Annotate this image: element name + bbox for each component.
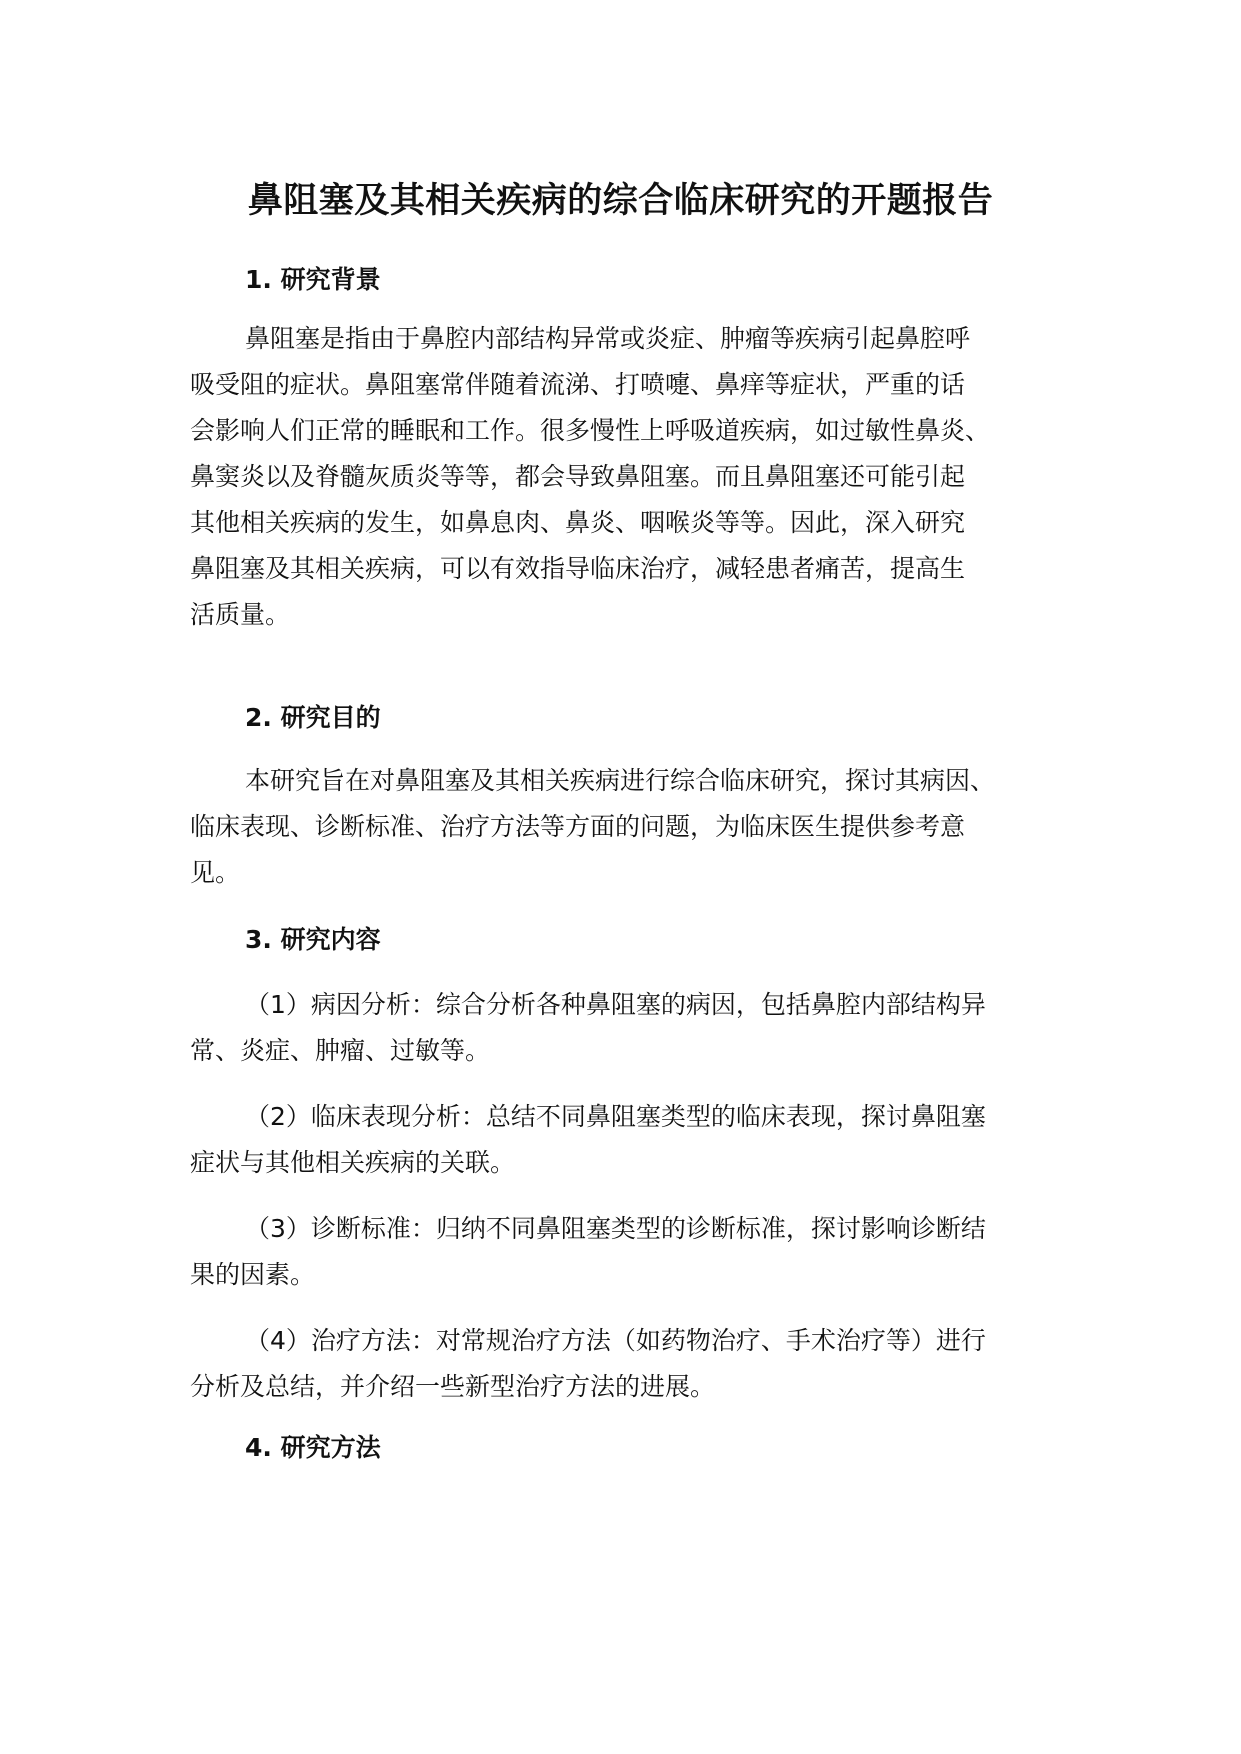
paragraph-line: （2）临床表现分析：总结不同鼻阻塞类型的临床表现，探讨鼻阻塞 (245, 1102, 986, 1131)
paragraph-background (190, 316, 990, 638)
paragraph-content-4 (190, 1318, 986, 1410)
paragraph-content-1 (190, 982, 986, 1074)
section-heading-content: 3. 研究内容 (245, 925, 381, 954)
paragraph-line: （1）病因分析：综合分析各种鼻阻塞的病因，包括鼻腔内部结构异 (245, 990, 986, 1019)
paragraph-line: 吸受阻的症状。鼻阻塞常伴随着流涕、打喷嚏、鼻痒等症状，严重的话 (190, 370, 966, 399)
paragraph-line: 鼻阻塞及其相关疾病，可以有效指导临床治疗，减轻患者痛苦，提高生 (190, 554, 966, 583)
section-heading-method: 4. 研究方法 (245, 1433, 381, 1462)
paragraph-line: （4）治疗方法：对常规治疗方法（如药物治疗、手术治疗等）进行 (245, 1326, 986, 1355)
document-title: 鼻阻塞及其相关疾病的综合临床研究的开题报告 (247, 181, 994, 221)
paragraph-line: 临床表现、诊断标准、治疗方法等方面的问题，为临床医生提供参考意 (190, 812, 966, 841)
paragraph-line: 鼻窦炎以及脊髓灰质炎等等，都会导致鼻阻塞。而且鼻阻塞还可能引起 (190, 462, 966, 491)
paragraph-line: 活质量。 (190, 600, 291, 629)
section-heading-purpose: 2. 研究目的 (245, 703, 381, 732)
paragraph-line: 见。 (190, 858, 241, 887)
paragraph-content-3 (190, 1206, 986, 1298)
paragraph-line: 果的因素。 (190, 1260, 316, 1289)
paragraph-line: 会影响人们正常的睡眠和工作。很多慢性上呼吸道疾病，如过敏性鼻炎、 (190, 416, 991, 445)
paragraph-line: 本研究旨在对鼻阻塞及其相关疾病进行综合临床研究，探讨其病因、 (245, 766, 996, 795)
paragraph-line: 分析及总结，并介绍一些新型治疗方法的进展。 (190, 1372, 716, 1401)
paragraph-content-2 (190, 1094, 986, 1186)
section-heading-background: 1. 研究背景 (245, 265, 381, 294)
paragraph-line: 症状与其他相关疾病的关联。 (190, 1148, 516, 1177)
paragraph-line: 鼻阻塞是指由于鼻腔内部结构异常或炎症、肿瘤等疾病引起鼻腔呼 (245, 324, 971, 353)
paragraph-line: 常、炎症、肿瘤、过敏等。 (190, 1036, 491, 1065)
paragraph-line: （3）诊断标准：归纳不同鼻阻塞类型的诊断标准，探讨影响诊断结 (245, 1214, 986, 1243)
paragraph-purpose (190, 758, 995, 896)
paragraph-line: 其他相关疾病的发生，如鼻息肉、鼻炎、咽喉炎等等。因此，深入研究 (190, 508, 966, 537)
